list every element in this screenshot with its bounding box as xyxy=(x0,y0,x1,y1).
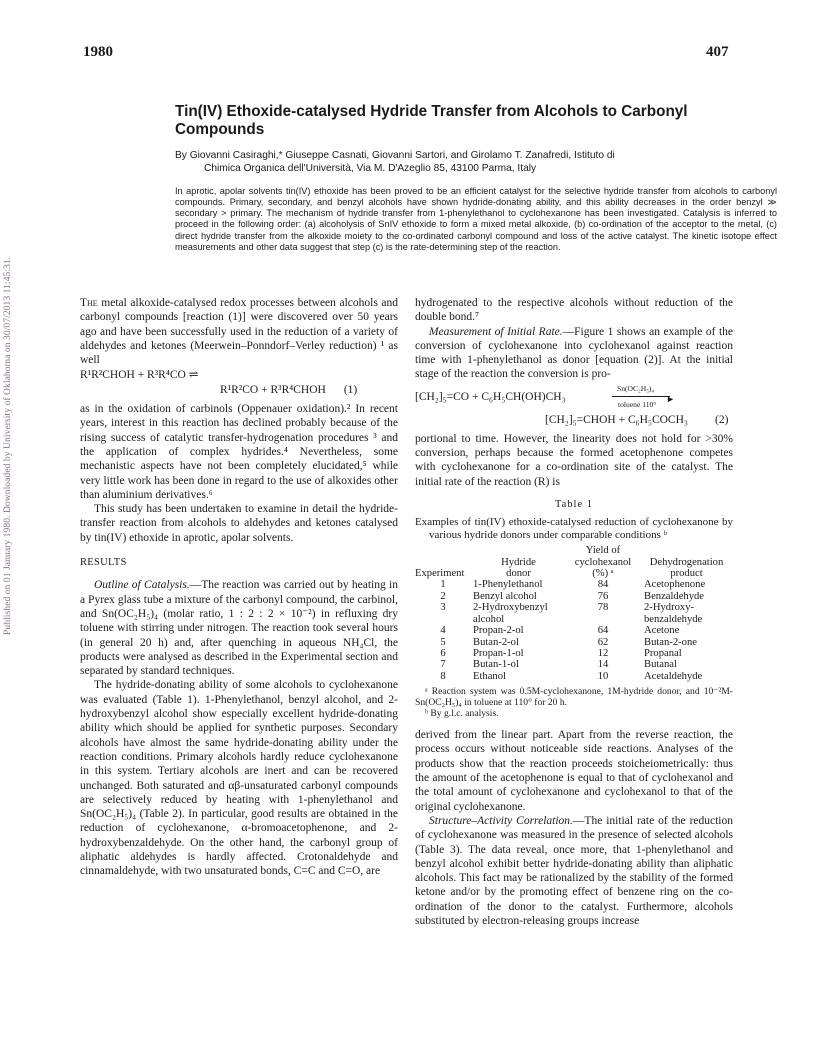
table-row xyxy=(415,602,733,625)
right-column xyxy=(415,296,733,928)
equation-1-products: R¹R²CO + R³R⁴CHOH xyxy=(220,383,326,396)
outline-heading: Outline of Catalysis. xyxy=(94,579,190,592)
drop-cap: The xyxy=(80,297,98,309)
table-row xyxy=(415,637,733,648)
table-caption: Examples of tin(IV) ethoxide-catalysed reduction of cyclohexanone by various hydride donors under comparable conditions ᵇ xyxy=(415,516,733,542)
journal-year: 1980 xyxy=(83,44,113,60)
cell-donor: Benzyl alcohol xyxy=(473,590,537,602)
cell-product: 2-Hydroxy-benzaldehyde xyxy=(644,602,703,625)
cell-yield: 76 xyxy=(597,590,609,602)
table-row xyxy=(415,591,733,602)
cell-yield: 10 xyxy=(597,670,609,682)
table-row xyxy=(415,625,733,636)
ability-paragraph: The hydride-donating ability of some alcohols to cyclohexanone was evaluated (Table 1). 1-Phenylethanol, benzyl alcohol, and 2-hydroxybenzyl alcohol show especially excellent hydride-donating ability which should be applied for synthetic purposes. Secondary alcohols have almost the same hydride-donating ability under the reaction conditions. Primary alcohols hardly reduce cyclohexanone in this system. Tertiary alcohols are inert and can be recovered unchanged. Both saturated and αβ-unsaturated carbonyl compounds are selectively reduced by heating with 1-phenylethanol and Sn(OC₂H₅)₄ (Table 2). In particular, good results are obtained in the reduction of cyclohexanone, α-bromoacetophenone, and 2-hydroxybenzaldehyde. On the other hand, the carbonyl group of aliphatic aldehydes is hardly affected. Crotonaldehyde and cinnamaldehyde, with two unsaturated bonds, C=C and C=O, are xyxy=(80,679,398,878)
right-paragraph-1: hydrogenated to the respective alcohols without reduction of the double bond.⁷ xyxy=(415,297,733,324)
cell-donor: Butan-2-ol xyxy=(473,636,519,648)
cell-yield: 62 xyxy=(597,636,609,648)
intro-paragraph-3: This study has been undertaken to examine in detail the hydride-transfer reaction from alcohols to aldehydes and ketones catalysed by tin(IV) ethoxide in aprotic, apolar solvents. xyxy=(80,503,398,544)
equation-2-number: (2) xyxy=(715,413,729,426)
right-paragraph-3: derived from the linear part. Apart from the reverse reaction, the process occurs without noticeable side reactions. Analyses of the products show that the reaction proceeds stoicheiometrically: thus the amount of the acetophenone is equal to that of cyclohexanol and the total amount of cyclohexanone and cyclohexanol to that of the original cyclohexanone. xyxy=(415,729,733,813)
arrow-head-icon: ► xyxy=(666,393,675,404)
outline-paragraph xyxy=(80,578,398,678)
cell-donor: 2-Hydroxybenzyl alcohol xyxy=(473,602,548,625)
cell-yield: 84 xyxy=(597,579,609,591)
results-heading: RESULTS xyxy=(80,557,127,569)
cell-experiment: 3 xyxy=(440,602,446,614)
cell-product: Butan-2-one xyxy=(644,636,697,648)
table-row xyxy=(415,659,733,670)
cell-experiment: 4 xyxy=(440,625,446,637)
cell-product: Benzaldehyde xyxy=(644,590,705,602)
equation-2-catalyst: Sn(OC₂H₅)₄ xyxy=(617,383,655,393)
cell-experiment: 8 xyxy=(440,670,446,682)
equation-1-number: (1) xyxy=(343,383,358,396)
col-header-experiment: Experiment xyxy=(415,568,465,580)
cell-yield: 12 xyxy=(597,647,609,659)
left-column xyxy=(80,296,398,879)
page-number: 407 xyxy=(706,44,729,60)
cell-donor: Ethanol xyxy=(473,670,506,682)
equation-2-reactants: [CH₂]₅=CO + C₆H₅CH(OH)CH₃ xyxy=(415,390,566,403)
rate-paragraph xyxy=(415,325,733,382)
table-label: Table 1 xyxy=(554,498,594,510)
equation-2-conditions: toluene 110° xyxy=(618,399,657,409)
cell-product: Acetophenone xyxy=(644,579,706,591)
cell-experiment: 6 xyxy=(440,647,446,659)
structure-text: —The initial rate of the reduction of cyclohexanone was measured in the presence of selected alcohols (Table 3). The data reveal, once more, that 1-phenylethanol and benzyl alcohol exhibit better hydride-donating ability than aliphatic alcohols. This fact may be rationalized by the stability of the formed ketone and/or by the promoting effect of benzene ring on the co-ordination of the donor to the catalyst. Furthermore, alcohols substituted by electron-releasing groups increase xyxy=(415,814,734,927)
cell-experiment: 5 xyxy=(440,636,446,648)
table-footnote-a: ᵃ Reaction system was 0.5M-cyclohexanone, 1M-hydride donor, and 10⁻²M-Sn(OC₂H₅)₄ in toluene at 110° for 20 h. xyxy=(415,686,733,709)
cell-donor: Propan-1-ol xyxy=(473,647,524,659)
table-row xyxy=(415,579,733,590)
col-header-yield: Yield of cyclohexanol (%) ᵃ xyxy=(574,545,632,580)
equation-1-line-2 xyxy=(80,383,398,397)
cell-donor: 1-Phenylethanol xyxy=(473,579,543,591)
col-header-product: Dehydrogenation product xyxy=(649,556,724,580)
author-block xyxy=(175,149,777,175)
table-footnote-b: ᵇ By g.l.c. analysis. xyxy=(425,708,499,720)
cell-product: Acetaldehyde xyxy=(644,670,703,682)
rate-heading: Measurement of Initial Rate. xyxy=(429,325,563,338)
article-title: Tin(IV) Ethoxide-catalysed Hydride Transfer from Alcohols to Carbonyl Compounds xyxy=(175,103,688,138)
table-row xyxy=(415,648,733,659)
col-header-donor: Hydride donor xyxy=(501,556,536,580)
cell-donor: Propan-2-ol xyxy=(473,625,524,637)
intro-paragraph-2: as in the oxidation of carbinols (Oppenauer oxidation).² In recent years, interest in this reaction has declined probably because of the rising success of catalytic transfer-hydrogenation procedures ³ and the application of complex hydrides.⁴ Nevertheless, some mechanistic aspects have not been completely elucidated,⁵ while very little work has been done in regard to the use of alkoxides other than aluminium derivatives.⁶ xyxy=(80,403,398,501)
intro-text-1: metal alkoxide-catalysed redox processes between alcohols and carbonyl compounds [reaction (1)] were discovered over 50 years ago and have been successfully used in the reduction of a variety of aldehydes and ketones (Meerwein–Ponndorf–Verley reduction) ¹ as well xyxy=(80,297,398,367)
equation-2 xyxy=(415,383,733,430)
cell-experiment: 1 xyxy=(440,579,446,591)
right-paragraph-2: portional to time. However, the linearity does not hold for >30% conversion, perhaps because the formed acetophenone competes with cyclohexanone for a co-ordination site of the catalyst. The initial rate of the reaction (R) is xyxy=(415,432,733,488)
cell-yield: 64 xyxy=(597,625,609,637)
cell-yield: 14 xyxy=(597,659,609,671)
download-watermark: Published on 01 January 1980. Downloaded by University of Oklahoma on 30/07/2013 11:45:31. xyxy=(2,256,13,635)
authors-line: By Giovanni Casiraghi,* Giuseppe Casnati, Giovanni Sartori, and Girolamo T. Zanafredi, Istituto di xyxy=(175,150,615,161)
equation-2-products: [CH₂]₅=CHOH + C₆H₅COCH₃ xyxy=(545,413,688,426)
equation-1-line-1: R¹R²CHOH + R³R⁴CO ⇌ xyxy=(80,369,199,382)
abstract: In aprotic, apolar solvents tin(IV) ethoxide has been proved to be an efficient catalyst for the selective hydride transfer from alcohols to carbonyl compounds. Primary, secondary, and benzyl alcohols have shown hydride-donating ability, and this ability decreases in the order benzyl ≫ secondary > primary. The mechanism of hydride transfer from 1-phenylethanol to cyclohexanone has been investigated. Catalysis is inferred to proceed in the following order: (a) alcoholysis of SnIV ethoxide to form a mixed metal alkoxide, (b) co-ordination of the acceptor to the metal, (c) direct hydride transfer from the alkoxide moiety to the co-ordinated carbonyl compound and loss of the active catalyst. The kinetic isotope effect measurements and other data suggest that step (c) is the rate-determining step of the reaction. xyxy=(175,186,777,252)
cell-yield: 78 xyxy=(597,602,609,614)
structure-heading: Structure–Activity Correlation. xyxy=(429,814,573,827)
results-table xyxy=(415,545,733,682)
cell-donor: Butan-1-ol xyxy=(473,659,519,671)
structure-paragraph xyxy=(415,814,733,928)
intro-paragraph-1 xyxy=(80,296,398,367)
cell-product: Acetone xyxy=(644,625,680,637)
outline-text: —The reaction was carried out by heating in a Pyrex glass tube a mixture of the carbonyl compound, the carbinol, and Sn(OC₂H₅)₄ (molar ratio, 1 : 2 : 2 × 10⁻²) in refluxing dry toluene with stirring under nitrogen. The reaction took several hours (in general 20 h) and, after quenching in aqueous NH₄Cl, the products were analysed as described in the Experimental section and separated by standard techniques. xyxy=(80,579,398,678)
affiliation-line: Chimica Organica dell'Università, Via M. D'Azeglio 85, 43100 Parma, Italy xyxy=(204,163,537,174)
cell-product: Propanal xyxy=(644,647,682,659)
rate-text: —Figure 1 shows an example of the conversion of cyclohexanone into cyclohexanol against reaction time with 1-phenylethanol as donor [equation (2)]. At the initial stage of the reaction the conversion is pro- xyxy=(415,325,733,381)
cell-experiment: 7 xyxy=(440,659,446,671)
table-row xyxy=(415,671,733,682)
reaction-arrow xyxy=(612,396,670,397)
cell-product: Butanal xyxy=(644,659,677,671)
cell-experiment: 2 xyxy=(440,590,446,602)
